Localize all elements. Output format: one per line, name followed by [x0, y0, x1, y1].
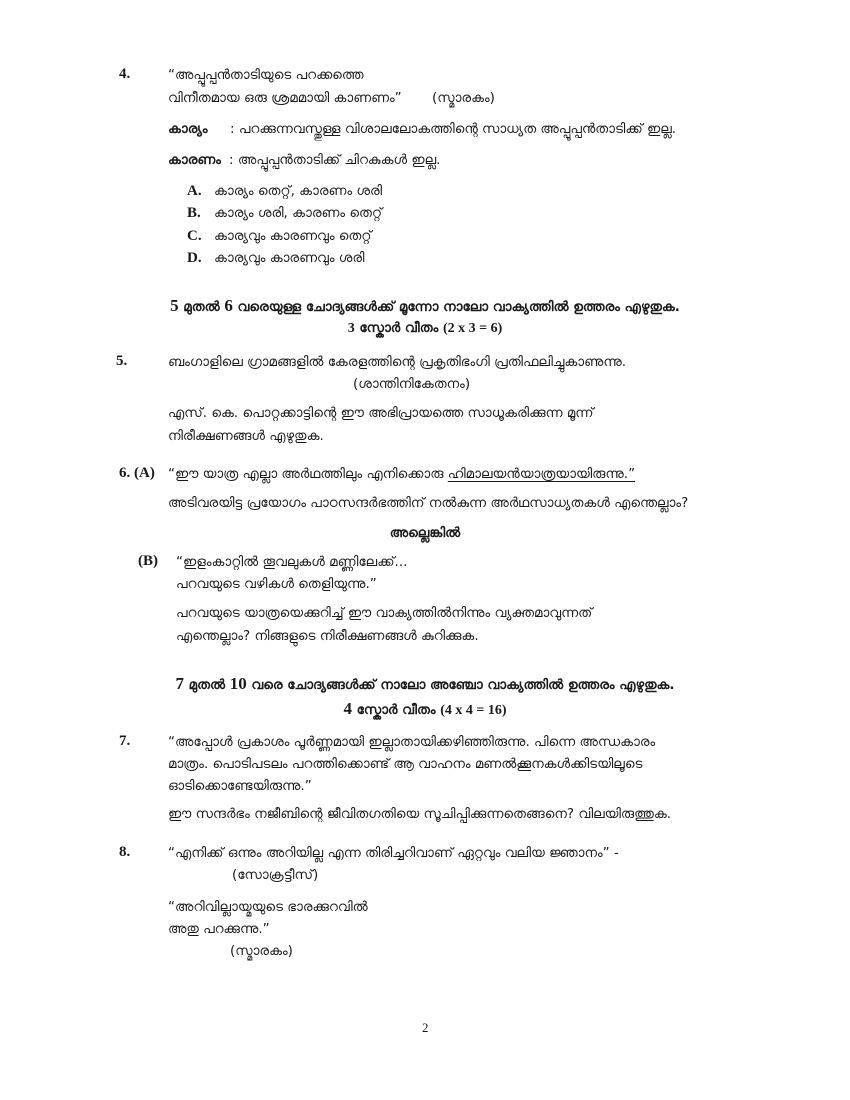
q6-b-quote-line2: പറവയുടെ വഴികൾ തെളിയുന്നു.” — [176, 576, 377, 592]
section-7-10-instruction: 7 മുതൽ 10 വരെ ചോദ്യങ്ങൾക്ക് നാലോ അഞ്ചോ വാക്യത്തിൽ ഉത്തരം എഴുതുക. — [175, 674, 675, 693]
q6-b-question-line2: എന്തെല്ലാം? നിങ്ങളുടെ നിരീക്ഷണങ്ങൾ കുറിക്കുക. — [176, 628, 479, 644]
q4-option-text: കാര്യം തെറ്റ്, കാരണം ശരി — [214, 183, 383, 199]
q4-option-text: കാര്യം ശരി, കാരണം തെറ്റ് — [214, 205, 383, 221]
q6-a-question: അടിവരയിട്ട പ്രയോഗം പാഠസന്ദർഭത്തിന് നൽകുന്ന അർഥസാധ്യതകൾ എന്തെല്ലാം? — [168, 495, 689, 511]
q5-line1: ബംഗാളിലെ ഗ്രാമങ്ങളിൽ കേരളത്തിന്റെ പ്രകൃതിഭംഗി പ്രതിഫലിച്ചുകാണുന്നു. — [168, 354, 627, 370]
q7-line3: ഓടിക്കൊണ്ടേയിരുന്നു.” — [168, 778, 312, 794]
q4-quote-line1: “അപ്പൂപ്പൻതാടിയുടെ പറക്കത്തെ — [168, 67, 364, 83]
q4-karanam-text: : അപ്പൂപ്പൻതാടിക്ക് ചിറകുകൾ ഇല്ല. — [229, 152, 441, 168]
q5-line3: നിരീക്ഷണങ്ങൾ എഴുതുക. — [168, 428, 324, 444]
q4-option-letter: A. — [187, 183, 202, 199]
q8-quote2-line2: അതു പറക്കുന്നു.” — [168, 921, 270, 937]
q8-source1: (സോക്രട്ടീസ്) — [232, 867, 319, 883]
q4-option-letter: C. — [187, 228, 202, 244]
q6-b-quote-line1: “ഇളംകാറ്റിൽ തൂവലുകൾ മണ്ണിലേക്ക്... — [176, 554, 408, 570]
q8-quote2-line1: “അറിവില്ലായ്മയുടെ ഭാരക്കുറവിൽ — [168, 899, 368, 915]
q4-karanam-label: കാരണം — [168, 152, 221, 168]
q6-a-quote: “ഈ യാത്ര എല്ലാ അർഥത്തിലും എനിക്കൊരു ഹിമാലയൻയാത്രയായിരുന്നു.” — [168, 466, 636, 482]
q7-line2: മാത്രം. പൊടിപടലം പറത്തിക്കൊണ്ട് ആ വാഹനം മണൽക്കൂനകൾക്കിടയിലൂടെ — [168, 756, 643, 772]
q4-option-letter: B. — [187, 205, 201, 221]
q6-b-label: (B) — [138, 553, 158, 569]
q4-quote-line2: വിനീതമായ ഒരു ശ്രമമായി കാണണം” — [168, 90, 402, 106]
q4-option-text: കാര്യവും കാരണവും ശരി — [214, 250, 365, 266]
q7-line1: “അപ്പോൾ പ്രകാശം പൂർണ്ണമായി ഇല്ലാതായിക്കഴിഞ്ഞിരുന്നു. പിന്നെ അന്ധകാരം — [168, 734, 656, 750]
q5-source: (ശാന്തിനികേതനം) — [353, 376, 471, 392]
page-number: 2 — [422, 1020, 429, 1035]
q8-quote1: “എനിക്ക് ഒന്നും അറിയില്ല എന്ന തിരിച്ചറിവാണ് ഏറ്റവും വലിയ ജ്ഞാനം” - — [168, 845, 619, 861]
q4-number: 4. — [119, 66, 131, 82]
q8-source2: (സ്മാരകം) — [230, 943, 293, 959]
q6-or-label: അല്ലെങ്കിൽ — [389, 525, 461, 541]
section-5-6-instruction: 5 മുതൽ 6 വരെയുള്ള ചോദ്യങ്ങൾക്ക് മൂന്നോ നാലോ വാക്യത്തിൽ ഉത്തരം എഴുതുക. — [170, 296, 680, 315]
q7-number: 7. — [119, 733, 131, 749]
section-5-6-score: 3 സ്കോർ വീതം (2 x 3 = 6) — [347, 320, 503, 336]
q4-karyam-text: : പറക്കുന്നവസ്തുള്ള വിശാലലോകത്തിന്റെ സാധ്യത അപ്പൂപ്പൻതാടിക്ക് ഇല്ല. — [230, 121, 677, 137]
q7-question: ഈ സന്ദർഭം നജീബിന്റെ ജീവിതഗതിയെ സൂചിപ്പിക്കുന്നതെങ്ങനെ? വിലയിരുത്തുക. — [168, 806, 672, 822]
q6-number: 6. (A) — [119, 465, 155, 481]
q5-number: 5. — [116, 353, 128, 369]
q4-option-text: കാര്യവും കാരണവും തെറ്റ് — [214, 228, 372, 244]
q8-number: 8. — [119, 844, 131, 860]
q6-b-question-line1: പറവയുടെ യാത്രയെക്കുറിച്ച് ഈ വാക്യത്തിൽനിന്നും വ്യക്തമാവുന്നത് — [176, 605, 593, 621]
q4-karyam-label: കാര്യം — [168, 121, 208, 137]
section-7-10-score: 4 സ്കോർ വീതം (4 x 4 = 16) — [343, 699, 507, 718]
q5-line2: എസ്. കെ. പൊറ്റക്കാട്ടിന്റെ ഈ അഭിപ്രായത്തെ സാധൂകരിക്കുന്ന മൂന്ന് — [168, 405, 594, 421]
q4-source: (സ്മാരകം) — [432, 90, 495, 106]
q4-option-letter: D. — [187, 250, 202, 266]
q6-underlined-phrase: ഹിമാലയൻയാത്രയായിരുന്നു.” — [447, 466, 636, 482]
